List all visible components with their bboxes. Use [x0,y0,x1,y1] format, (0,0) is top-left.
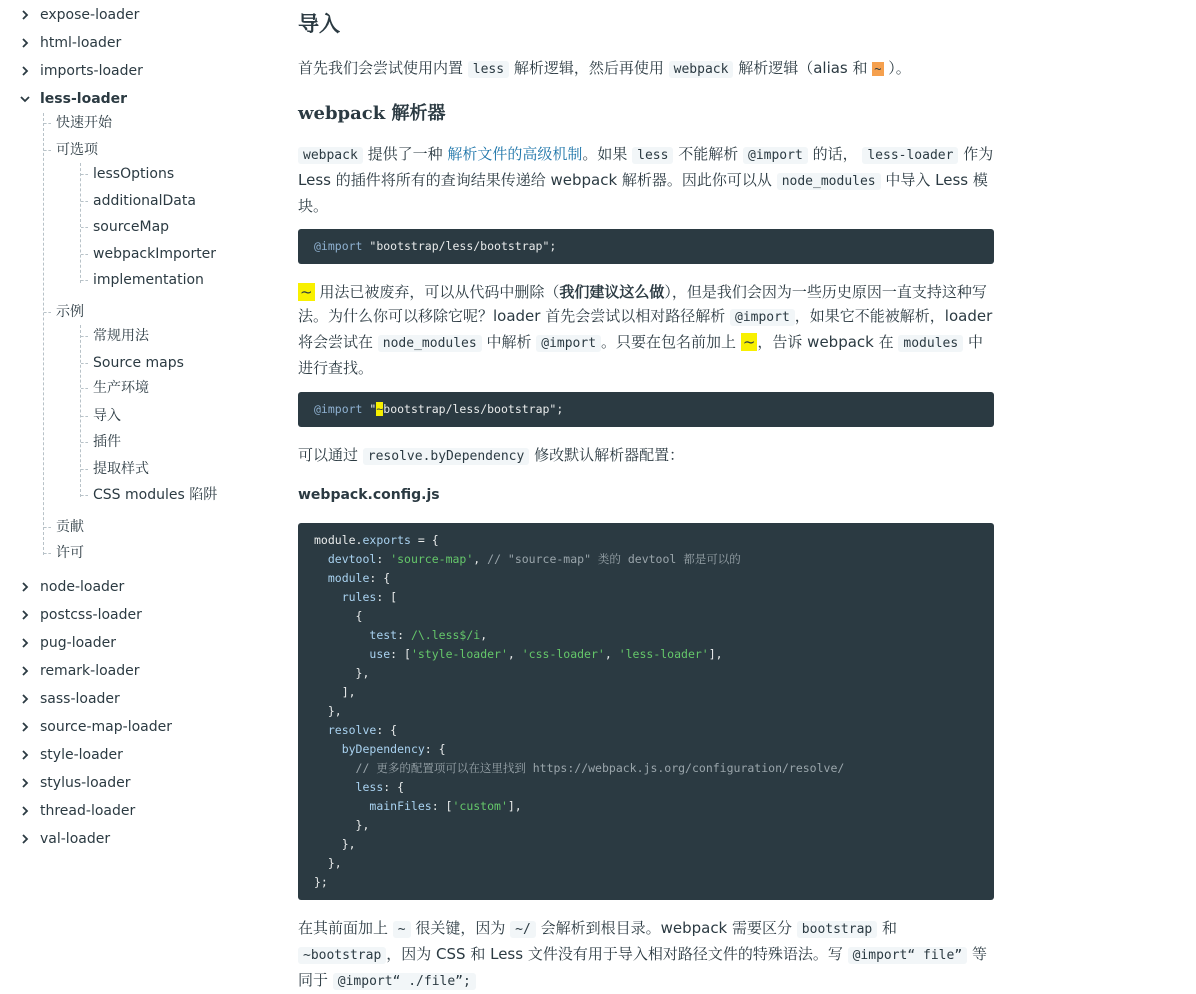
tree-line [81,495,88,496]
paragraph-tilde-note [298,916,994,994]
text: 很关键，因为 [410,919,511,937]
text: 可以通过 [298,446,363,464]
sidebar [0,0,270,992]
sidebar-item[interactable]: less-loader [40,91,128,107]
code-keyword: @import [314,402,363,416]
inline-code: node_modules [378,335,482,352]
inline-code: @import [730,309,795,326]
sidebar-subitem[interactable]: CSS modules 陷阱 [93,487,218,503]
inline-code: ~bootstrap [298,947,386,964]
text: ），但是我们会因为一些历史原因一直支持这种写法。为什么你可以移除它呢？loader 首先会尝试以相对路径解析 [298,283,987,325]
text: 用法已被废弃，可以从代码中删除（ [314,283,560,301]
chevron-right-icon[interactable] [19,665,31,677]
sidebar-item[interactable]: postcss-loader [40,607,142,623]
chevron-right-icon[interactable] [19,581,31,593]
sidebar-item[interactable]: style-loader [40,747,123,763]
sidebar-subitem[interactable]: 许可 [56,545,84,561]
text: ）。 [883,59,911,77]
code-line: }, [314,837,356,851]
tree-line [81,363,88,364]
text: 中导入 Less 模块。 [298,171,988,215]
chevron-right-icon[interactable] [19,721,31,733]
chevron-right-icon[interactable] [19,833,31,845]
code-block-config [298,523,994,900]
tree-line [44,150,51,151]
text: 。如果 [582,145,633,163]
code-line: devtool: 'source-map', // "source-map" 类的 devtool 都是可以的 [327,552,741,566]
code-line: }, [314,666,370,680]
chevron-right-icon[interactable] [19,693,31,705]
paragraph-resolve-config [298,443,994,469]
code-text: "bootstrap/less/bootstrap"; [362,239,557,253]
sidebar-subitem[interactable]: sourceMap [93,219,170,235]
sidebar-subitem[interactable]: 生产环境 [93,380,149,396]
chevron-right-icon[interactable] [19,37,31,49]
inline-code: @import [536,335,601,352]
inline-code: ~ [393,921,411,938]
chevron-right-icon[interactable] [19,805,31,817]
inline-code: modules [898,335,963,352]
sidebar-item[interactable]: source-map-loader [40,719,172,735]
inline-code: @import“ ./file”; [333,973,476,990]
paragraph-tilde [298,280,994,380]
sidebar-item[interactable]: html-loader [40,35,122,51]
inline-code: less [468,61,509,78]
bold-text: 我们建议这么做 [559,283,665,301]
code-line: rules: [ [341,590,398,604]
tree-line [81,336,88,337]
code-line: }; [314,875,328,889]
text: 提供了一种 [362,145,448,163]
code-text: " [362,402,377,416]
code-block [298,229,994,264]
sidebar-subitem[interactable]: 快速开始 [56,115,112,131]
tree-line [81,201,88,202]
text: ，因为 CSS 和 Less 文件没有用于导入相对路径文件的特殊语法。写 [386,945,848,963]
chevron-right-icon[interactable] [19,637,31,649]
text: 作为 Less 的插件将所有的查询结果传递给 webpack 解析器。因此你可以从 [298,145,994,189]
code-filename: webpack.config.js [298,487,440,503]
text: 。只要在包名前加上 [601,333,741,351]
code-line: module.exports = { [314,533,439,547]
paragraph-intro [298,56,994,82]
section-heading: webpack 解析器 [298,103,446,124]
code-line: less: { [355,780,405,794]
sidebar-subitem[interactable]: additionalData [93,193,196,209]
tree-line [81,254,88,255]
inline-code: ~/ [510,921,536,938]
tree-line [43,113,44,555]
text: 会解析到根目录。webpack 需要区分 [535,919,797,937]
sidebar-subitem[interactable]: 插件 [93,434,121,450]
tree-line [81,469,88,470]
chevron-right-icon[interactable] [19,609,31,621]
tree-line [44,123,51,124]
tree-line [44,312,51,313]
sidebar-item[interactable]: sass-loader [40,691,120,707]
chevron-right-icon[interactable] [19,9,31,21]
code-keyword: @import [314,239,363,253]
code-line: }, [314,856,342,870]
code-line: module: { [327,571,391,585]
page-title: 导入 [298,11,340,36]
sidebar-item[interactable]: expose-loader [40,7,140,23]
text: 在其前面加上 [298,919,393,937]
tree-line [44,553,51,554]
inline-code: less-loader [862,147,958,164]
code-line: use: ['style-loader', 'css-loader', 'less-loader'], [369,647,723,661]
text: 解析逻辑，然后再使用 [509,59,669,77]
chevron-right-icon[interactable] [19,777,31,789]
text: 等同于 [298,945,987,989]
text: 和 [877,919,898,937]
code-line: // 更多的配置项可以在这里找到 https://webpack.js.org/configuration/resolve/ [355,761,845,775]
chevron-down-icon[interactable] [19,93,31,105]
tree-line [81,416,88,417]
sidebar-item[interactable]: val-loader [40,831,111,847]
tree-line [81,388,88,389]
chevron-right-icon[interactable] [19,65,31,77]
sidebar-item[interactable]: stylus-loader [40,775,131,791]
text: 解析逻辑（alias 和 [733,59,873,77]
code-line: byDependency: { [341,742,446,756]
tilde-highlight: ~ [874,62,882,76]
code-line: resolve: { [327,723,398,737]
inline-code: bootstrap [797,921,877,938]
sidebar-subitem[interactable]: implementation [93,272,204,288]
code-line: { [314,609,363,623]
text: 中解析 [481,333,537,351]
inline-code: node_modules [777,173,881,190]
sidebar-subitem[interactable]: lessOptions [93,166,175,182]
tree-line [44,527,51,528]
sidebar-item[interactable]: remark-loader [40,663,140,679]
sidebar-item[interactable]: thread-loader [40,803,136,819]
tree-line [80,163,81,283]
chevron-right-icon[interactable] [19,749,31,761]
code-line: }, [314,818,370,832]
text: 中进行查找。 [298,333,983,377]
inline-code: resolve.byDependency [363,448,530,465]
code-line: }, [314,704,342,718]
tilde-highlight: ~ [742,333,756,351]
text: 首先我们会尝试使用内置 [298,59,468,77]
sidebar-subitem[interactable]: webpackImporter [93,246,217,262]
tree-line [81,227,88,228]
inline-code: less [632,147,673,164]
cursor-highlight: ~ [376,402,384,416]
sidebar-item[interactable]: imports-loader [40,63,143,79]
text: ，如果它不能被解析，loader 将会尝试在 [298,307,993,351]
tree-line [81,442,88,443]
sidebar-subitem[interactable]: 示例 [56,304,84,320]
inline-code: @import“ file” [848,947,968,964]
tree-line [80,325,81,497]
paragraph-resolver [298,142,994,218]
tree-line [81,280,88,281]
resolve-link[interactable]: 解析文件的高级机制 [447,145,583,163]
tilde-highlight: ~ [300,283,313,301]
code-text: bootstrap/less/bootstrap"; [383,402,564,416]
inline-code: webpack [298,147,363,164]
inline-code: webpack [669,61,734,78]
sidebar-subitem[interactable]: 贡献 [56,519,84,535]
code-line: mainFiles: ['custom'], [369,799,522,813]
code-line: ], [314,685,356,699]
text: 修改默认解析器配置： [529,446,685,464]
sidebar-subitem[interactable]: 导入 [93,408,121,424]
code-line: test: /\.less$/i, [369,628,488,642]
sidebar-subitem[interactable]: 可选项 [56,142,98,158]
tree-line [81,174,88,175]
sidebar-item[interactable]: node-loader [40,579,125,595]
code-block [298,392,994,427]
sidebar-subitem[interactable]: 常规用法 [93,328,149,344]
sidebar-subitem[interactable]: 提取样式 [93,461,149,477]
text: ，告诉 webpack 在 [757,333,899,351]
inline-code: @import [743,147,808,164]
text: 的话， [807,145,863,163]
text: 不能解析 [673,145,743,163]
sidebar-item[interactable]: pug-loader [40,635,116,651]
sidebar-subitem[interactable]: Source maps [93,355,184,371]
